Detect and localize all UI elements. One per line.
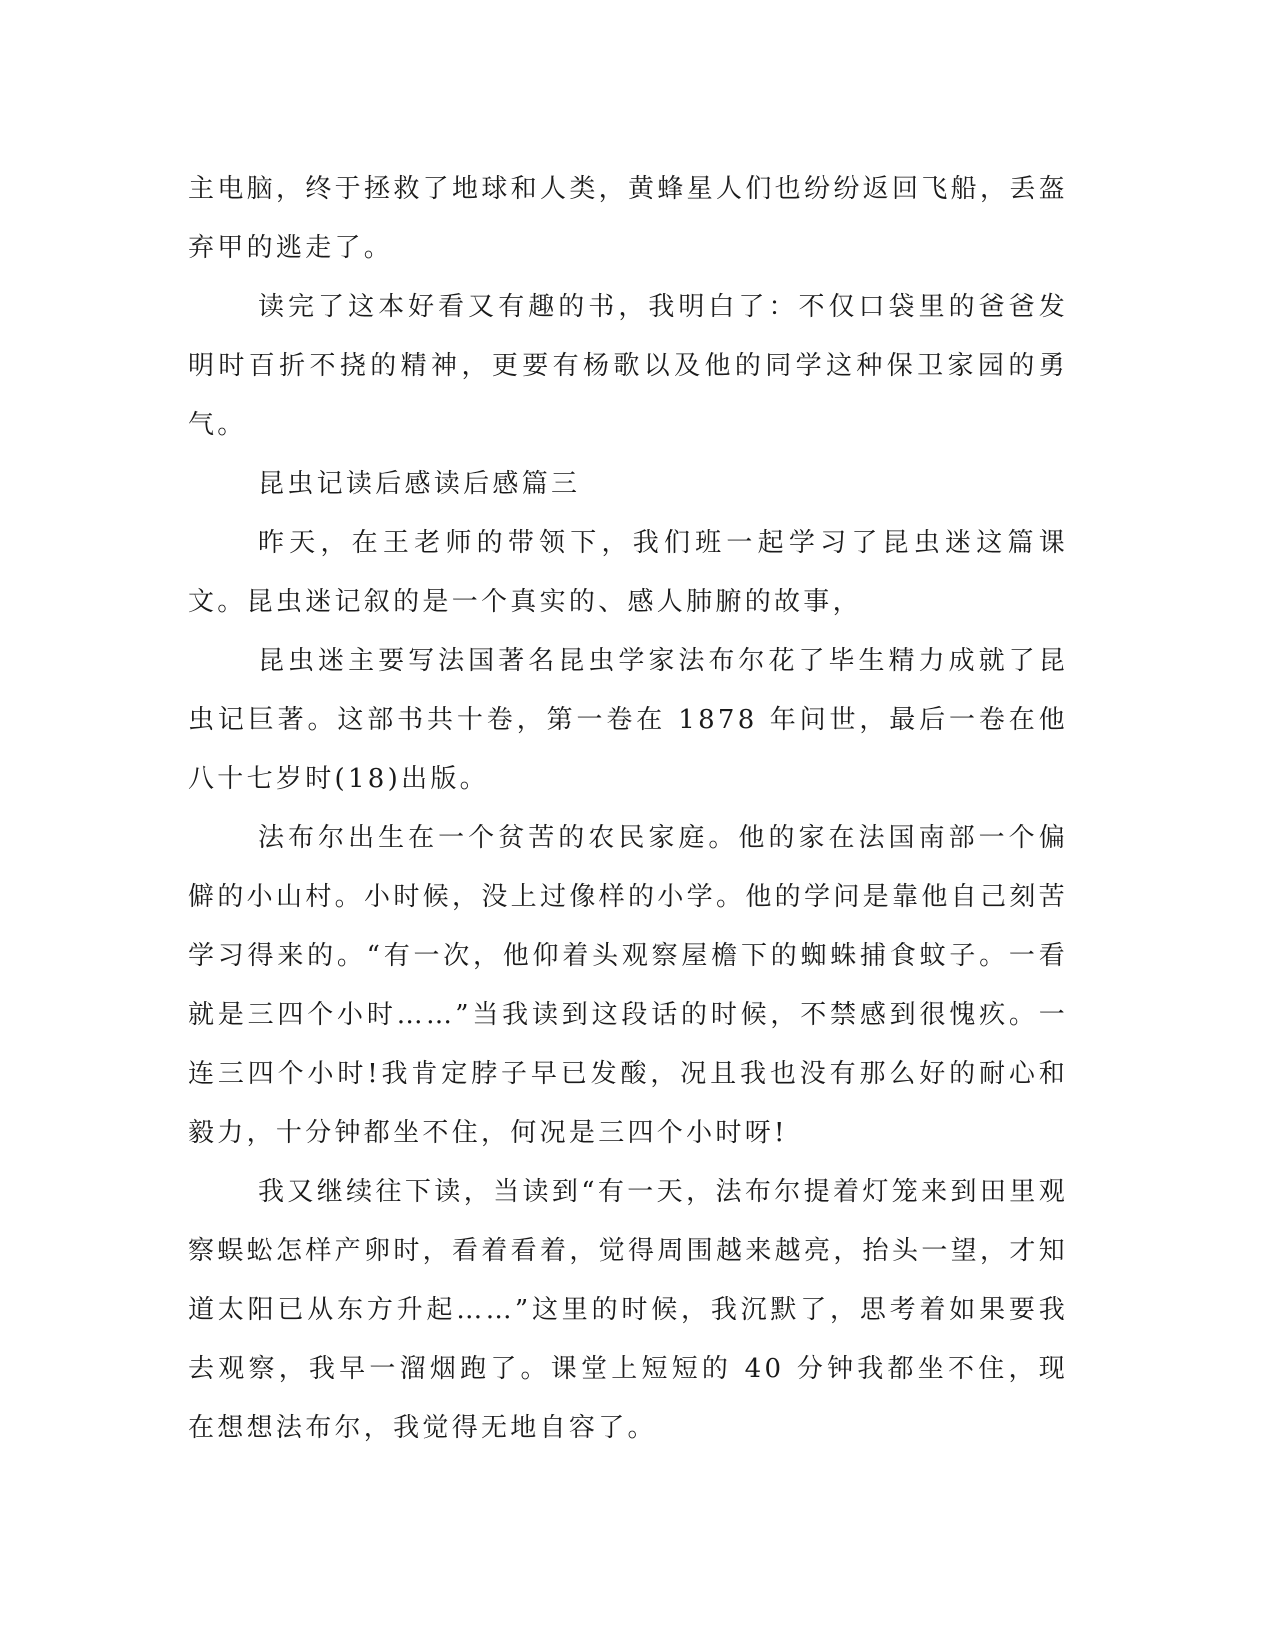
paragraph-fabre-background: 法布尔出生在一个贫苦的农民家庭。他的家在法国南部一个偏僻的小山村。小时候，没上过像样的小学。他的学问是靠他自己刻苦学习得来的。“有一次，他仰着头观察屋檐下的蜘蛛捕食蚊子。一看就是三四个小时……”当我读到这段话的时候，不禁感到很愧疚。一连三四个小时!我肯定脖子早已发酸，况且我也没有那么好的耐心和毅力，十分钟都坐不住，何况是三四个小时呀! bbox=[188, 823, 1068, 1148]
text-column bbox=[188, 160, 1068, 1458]
paragraph-intro: 昨天，在王老师的带领下，我们班一起学习了昆虫迷这篇课文。昆虫迷记叙的是一个真实的、感人肺腑的故事， bbox=[188, 528, 1068, 617]
paragraph-continuation: 主电脑，终于拯救了地球和人类，黄蜂星人们也纷纷返回飞船，丢盔弃甲的逃走了。 bbox=[188, 174, 1068, 263]
section-heading: 昆虫记读后感读后感篇三 bbox=[258, 469, 581, 499]
paragraph-summary: 昆虫迷主要写法国著名昆虫学家法布尔花了毕生精力成就了昆虫记巨著。这部书共十卷，第一卷在 1878 年问世，最后一卷在他八十七岁时(18)出版。 bbox=[188, 646, 1068, 794]
paragraph-reflection: 读完了这本好看又有趣的书，我明白了：不仅口袋里的爸爸发明时百折不挠的精神，更要有杨歌以及他的同学这种保卫家园的勇气。 bbox=[188, 292, 1068, 440]
paragraph-fabre-dawn: 我又继续往下读，当读到“有一天，法布尔提着灯笼来到田里观察蜈蚣怎样产卵时，看着看着，觉得周围越来越亮，抬头一望，才知道太阳已从东方升起……”这里的时候，我沉默了，思考着如果要我去观察，我早一溜烟跑了。课堂上短短的 40 分钟我都坐不住，现在想想法布尔，我觉得无地自容了。 bbox=[188, 1177, 1068, 1443]
